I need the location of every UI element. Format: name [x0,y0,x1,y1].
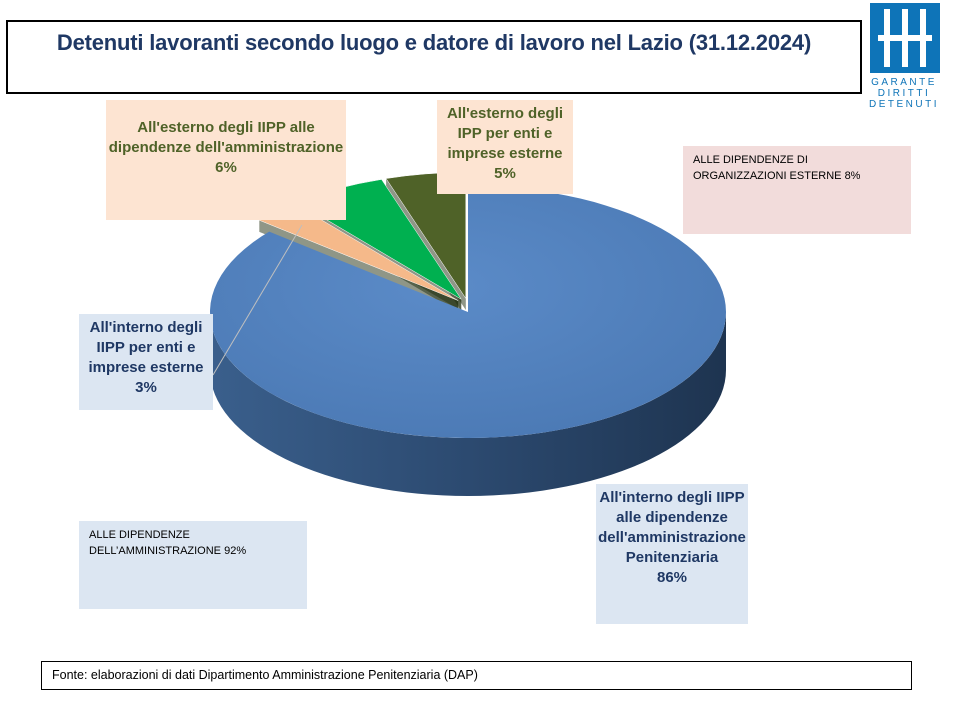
source-footer: Fonte: elaborazioni di dati Dipartimento Amministrazione Penitenziaria (DAP) [41,661,912,690]
note-external-orgs [683,146,911,234]
label-ext-admin-text: All'esterno degli IIPP alle dipendenze dell'amministrazione [108,119,344,156]
label-ext-firms [437,100,573,194]
label-ext-admin-pct: 6% [215,159,237,176]
note-administration [79,521,307,609]
label-ext-firms-pct: 5% [494,165,516,182]
pie-layer [210,172,726,496]
label-ext-admin [106,100,346,220]
note-administration-text: ALLE DIPENDENZE DELL’AMMINISTRAZIONE 92% [89,529,247,557]
label-int-admin-pct: 86% [656,569,688,586]
note-external-orgs-text: ALLE DIPENDENZE DI ORGANIZZAZIONI ESTERNE 8% [693,154,861,182]
label-int-admin [596,484,748,624]
logo-text-line-2: DIRITTI [877,88,931,99]
logo-text-line-1: GARANTE [871,77,937,88]
label-int-admin-text: All'interno degli IIPP alle dipendenze dell'amministrazione Penitenziaria [598,489,746,566]
label-int-firms [79,314,213,410]
label-int-firms-pct: 3% [135,379,157,396]
label-ext-firms-text: All'esterno degli IPP per enti e imprese esterne [446,105,564,162]
logo-text-line-3: DETENUTI [869,99,939,110]
chart-title: Detenuti lavoranti secondo luogo e datore di lavoro nel Lazio (31.12.2024) [56,30,812,55]
label-int-firms-text: All'interno degli IIPP per enti e imprese esterne [88,319,204,376]
